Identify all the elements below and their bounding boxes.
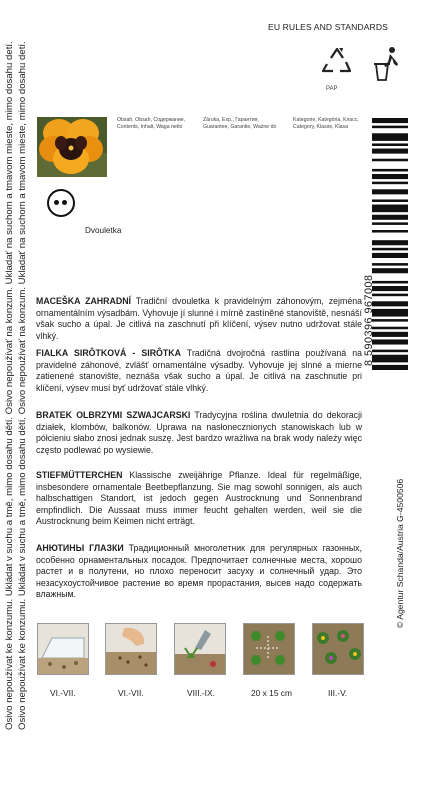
contents-label-2: Contents, Inhalt, Wagа netto xyxy=(117,124,183,130)
guarantee-label: Záruka, Exp., Гарантия, xyxy=(203,117,259,123)
desc-german-title: STIEFMÜTTERCHEN xyxy=(36,470,123,480)
desc-german xyxy=(36,470,362,528)
recycle-icon xyxy=(323,48,350,71)
desc-polish-title: BRATEK OLBRZYMI SZWAJCARSKI xyxy=(36,410,191,420)
desc-polish xyxy=(36,410,362,456)
pap-label: PAP xyxy=(326,86,338,92)
trowel-transplant-icon xyxy=(174,623,226,675)
biennial-icon xyxy=(47,189,75,217)
desc-german-text: Klassische zweijährige Pflanze. Ideal für regelmäßige, insbesondere ornamentale Beetbepflanzung. Sie mag sowohl sonnigen, als auch halbschattigen Standort, ist jedoch gegen Austrocknung und Sonnenbrand empfindlich. Die Aussaat muss immer feucht gehalten werden, weil sie die Austrocknung beim Keimen nicht erträgt. xyxy=(36,470,362,527)
step-5-months: III.-V. xyxy=(328,688,348,698)
barcode-number: 8 590396 967008 xyxy=(363,274,375,366)
storage-warning-outer: Osivo nepoužívat ke konzumu. Ukládat v suchu a tmě, mimo dosahu dětí. Osivo nepoužívať na konzum. Ukladať na suchom a tmavom mieste, mimo dosahu detí. xyxy=(4,41,15,730)
desc-slovak-text: Tradičná dvojročná rastlina používaná na pravidelné záhonové, zvlášť ornamentálne výsadby. Vyhovuje jej slnné a mierne zatienené stanovište, neznáša však sucho a úpal. Je citlivá na zaschnutie pri klíčení, výsev musí byť udržovať stále vlhký. xyxy=(36,348,362,393)
header-title: EU RULES AND STANDARDS xyxy=(268,22,388,32)
pansy-photo xyxy=(37,117,107,177)
desc-czech-text: Tradiční dvouletka k pravidelným záhonovým, zejména ornamentálním výsadbám. Vyhovuje jí slunné i mírně zastíněné stanoviště, nesnáší však sucho a úpal. Je citlivá na zaschnutí při klíčení, výsev nutno udržovat stále vlhký. xyxy=(36,296,362,341)
step-2-months: VI.-VII. xyxy=(118,688,144,698)
desc-czech-title: MACEŠKA ZAHRADNÍ xyxy=(36,296,132,306)
step-3-months: VIII.-IX. xyxy=(187,688,215,698)
desc-czech xyxy=(36,296,362,342)
lifecycle-label: Dvouletka xyxy=(85,226,122,235)
desc-russian-text: Традиционный многолетник для регулярных газонных, особенно орнаментальных посадок. Предпочитает солнечные места, хорошо растет и в полутени, но плохо переносит засуху и солнечный удар. Это незасухоустойчивое растение во время прорастания, высев надо содержать влажным. xyxy=(36,543,362,600)
desc-slovak xyxy=(36,348,362,394)
disposal-icons xyxy=(318,44,408,90)
publisher-code: © Agentur Schanda/Austria G-4500506 xyxy=(395,478,405,628)
guarantee-label-2: Guarantee, Garantie, Ważne do xyxy=(203,124,277,130)
plant-spacing-icon xyxy=(243,623,295,675)
storage-warning-inner: Osivo nepoužívat ke konzumu. Ukládat v suchu a tmě, mimo dosahu dětí. Osivo nepoužívať na konzum. Ukladať na suchom a tmavom mieste, mimo dosahu detí. xyxy=(17,41,28,730)
step-1-months: VI.-VII. xyxy=(50,688,76,698)
desc-russian-title: АНЮТИНЫ ГЛАЗКИ xyxy=(36,543,124,553)
category-label: Kategorie, Kategória, Класс, xyxy=(293,117,359,123)
blooming-bed-icon xyxy=(312,623,364,675)
contents-label: Obsah, Obsah, Содержание, xyxy=(117,117,186,123)
tidyman-trash-icon xyxy=(374,47,398,80)
desc-russian xyxy=(36,543,362,601)
step-4-months: 20 x 15 cm xyxy=(251,688,292,698)
greenhouse-sowing-icon xyxy=(37,623,89,675)
category-label-2: Category, Klasse, Klasa xyxy=(293,124,348,130)
barcode xyxy=(372,118,408,370)
desc-polish-text: Tradycyjna roślina dwuletnia do dekoracji działek, klombów, balkonów. Uprawa na nasłonecznionych stanowiskach lub w półcieniu słabo znosi jednak suszę. Jest bardzo wrażliwa na brak wody należy więc często podlewać po wysiewie. xyxy=(36,410,362,455)
hand-sowing-icon xyxy=(105,623,157,675)
desc-slovak-title: FIALKA SIRÔTKOVÁ - SIRÔTKA xyxy=(36,348,181,358)
cultivation-steps xyxy=(37,623,363,673)
